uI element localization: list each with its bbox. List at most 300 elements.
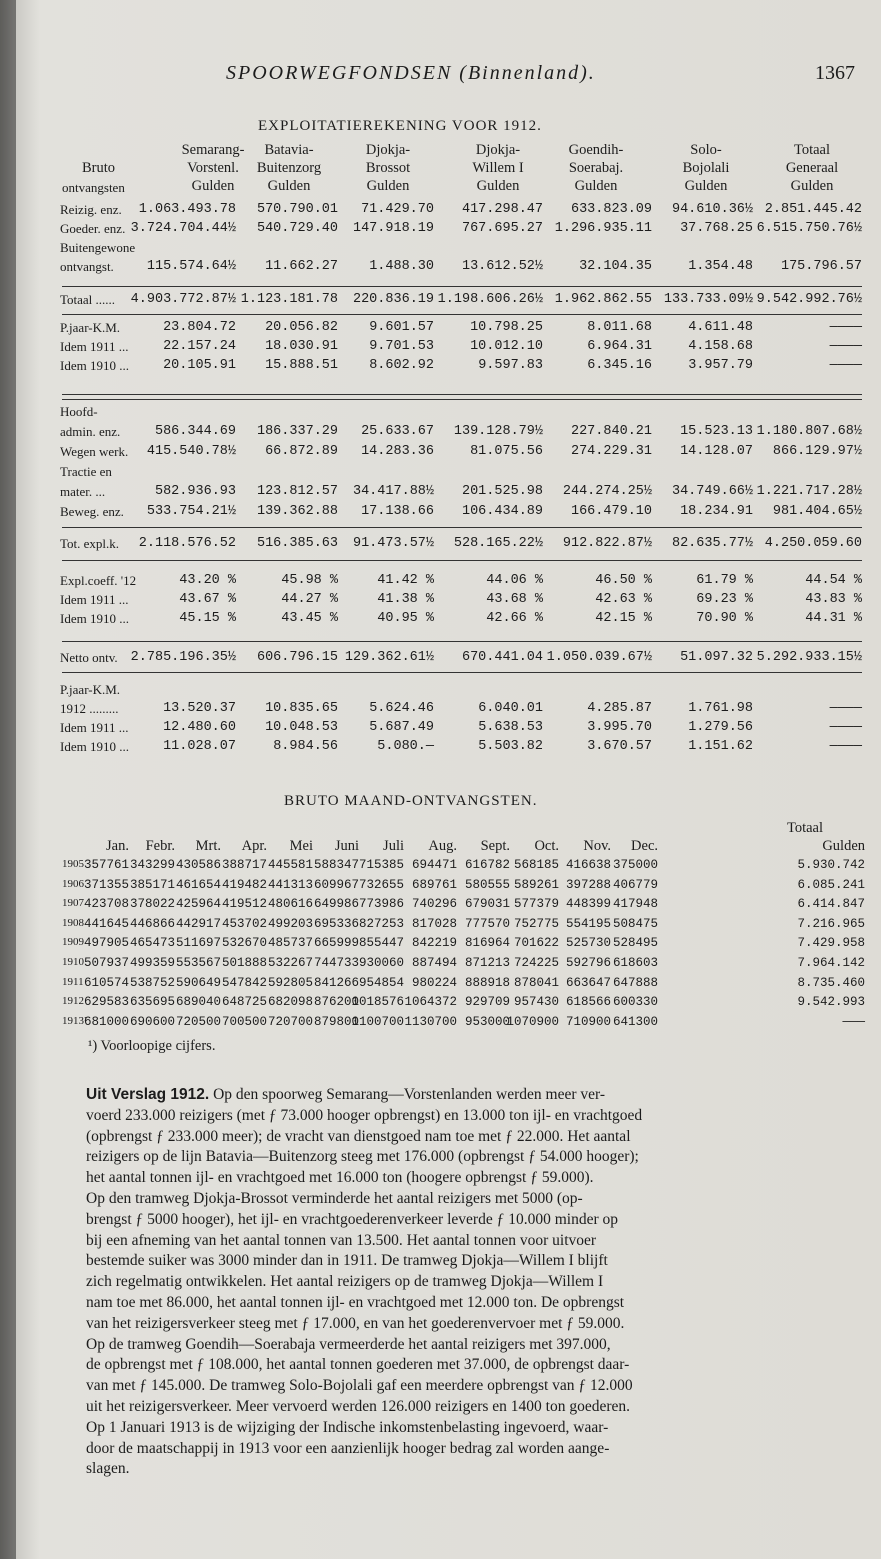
table-cell: 45.15 % — [179, 611, 236, 626]
column-header: Djokja- — [365, 142, 411, 158]
column-header: Batavia- — [264, 142, 314, 158]
table-cell: 15.888.51 — [265, 358, 338, 373]
table-cell: 8.011.68 — [587, 320, 652, 335]
row-label: Idem 1910 ... — [60, 739, 129, 754]
table-cell: 186.337.29 — [256, 424, 338, 439]
verslag-line: van met ƒ 145.000. De tramweg Solo-Bojolali gaf een meerdere opbrengst van ƒ 12.000 — [86, 1377, 633, 1395]
verslag-line: uit het reizigersverkeer. Meer vervoerd werden 126.000 reizigers en 1400 ton goederen. — [86, 1397, 631, 1415]
column-header: Soerabaj. — [568, 160, 624, 176]
row-label: Beweg. enz. — [60, 504, 124, 519]
table-cell: 274.229.31 — [570, 444, 652, 459]
table-cell: ———— — [829, 339, 862, 354]
page-number: 1367 — [815, 62, 855, 84]
table-cell: 37.768.25 — [680, 221, 753, 236]
monthly-cell: 547842 — [221, 975, 267, 990]
monthly-cell: 448399 — [565, 897, 611, 912]
monthly-cell: 879800 — [313, 1014, 359, 1029]
monthly-cell: 827253 — [358, 916, 404, 931]
row-label: Reizig. enz. — [60, 202, 122, 217]
table-cell: 43.68 % — [486, 592, 543, 607]
table-cell: 43.20 % — [179, 573, 236, 588]
verslag-line: brengst ƒ 5000 hooger), het ijl- en vrachtgoederenverkeer leverde ƒ 10.000 minder op — [86, 1210, 618, 1228]
monthly-cell: 592805 — [267, 975, 313, 990]
table-title: EXPLOITATIEREKENING VOOR 1912. — [258, 118, 542, 134]
table-cell: 3.724.704.44½ — [130, 221, 236, 236]
row-label: ontvangst. — [60, 259, 114, 274]
table-cell: 1.296.935.11 — [554, 221, 652, 236]
monthly-cell: 618603 — [612, 956, 658, 970]
row-header-bruto: Bruto — [82, 160, 116, 176]
row-header-ontvangsten: ontvangsten — [62, 180, 125, 195]
table-cell: 1.761.98 — [688, 701, 753, 716]
year-label: 1906 — [62, 877, 84, 890]
monthly-cell: 610574 — [83, 975, 129, 990]
table-cell: 9.601.57 — [369, 320, 434, 335]
table-cell: 13.612.52½ — [461, 259, 543, 274]
row-label: Tractie en — [60, 464, 112, 479]
monthly-cell: 817028 — [411, 916, 457, 931]
table-cell: 14.128.07 — [680, 444, 753, 459]
verslag-line-first — [86, 1085, 868, 1106]
table-cell: 43.83 % — [805, 592, 862, 607]
monthly-cell: 871213 — [464, 956, 510, 970]
monthly-cell: 648725 — [221, 995, 267, 1010]
verslag-paragraph — [86, 1085, 868, 1480]
monthly-cell: 876200 — [313, 995, 359, 1010]
month-header: Dec. — [631, 838, 658, 854]
monthly-cell: 423708 — [83, 897, 129, 912]
monthly-cell: 580555 — [464, 877, 510, 892]
monthly-cell: 888918 — [464, 975, 510, 990]
rule-line — [62, 394, 862, 395]
table-cell: 18.030.91 — [265, 339, 338, 354]
monthly-cell: 700500 — [221, 1014, 267, 1029]
table-cell: 6.964.31 — [587, 339, 652, 354]
column-header: Gulden — [476, 178, 520, 194]
table-cell: 61.79 % — [696, 573, 753, 588]
monthly-cell: 430586 — [175, 858, 221, 872]
monthly-cell: 416638 — [565, 858, 611, 872]
table-cell: 115.574.64½ — [146, 259, 236, 274]
table-cell: 44.06 % — [486, 573, 543, 588]
verslag-line: bij een afneming van het aantal tonnen van 13.500. Het aantal tonnen voor uitvoer — [86, 1231, 597, 1249]
monthly-cell: 528495 — [612, 936, 658, 951]
table-cell: 11.662.27 — [265, 259, 338, 274]
monthly-cell: 816964 — [464, 936, 510, 951]
column-header: Gulden — [267, 178, 311, 194]
table-cell: 3.995.70 — [587, 720, 652, 735]
verslag-line: nam toe met 86.000, het aantal tonnen ijl- en vrachtgoed met 12.000 ton. De opbrengst — [86, 1293, 625, 1311]
column-header: Buitenzorg — [256, 160, 322, 176]
table-cell: 201.525.98 — [461, 484, 543, 499]
table-cell: 4.285.87 — [587, 701, 652, 716]
table-cell: 175.796.57 — [780, 259, 862, 274]
table-cell: 44.54 % — [805, 573, 862, 588]
monthly-cell: 1070900 — [506, 1014, 559, 1029]
table-cell: 45.98 % — [281, 573, 338, 588]
table-cell: 139.128.79½ — [453, 424, 543, 439]
monthly-cell: 720500 — [175, 1014, 221, 1029]
monthly-cell: 538752 — [129, 975, 175, 990]
verslag-line: Op 1 Januari 1913 is de wijziging der Indische inkomstenbelasting ingevoerd, waar- — [86, 1418, 609, 1436]
monthly-cell: 480616 — [267, 897, 313, 912]
table-cell: 129.362.61½ — [344, 650, 434, 665]
monthly-cell: 592796 — [565, 956, 611, 970]
monthly-cell: 568185 — [513, 858, 559, 872]
running-header-title: SPOORWEGFONDSEN (Binnenland). — [226, 62, 596, 84]
monthly-cell: 732655 — [358, 877, 404, 892]
monthly-cell: 930060 — [358, 956, 404, 970]
monthly-cell: 406779 — [612, 877, 658, 892]
monthly-cell: 6.414.847 — [797, 897, 865, 912]
monthly-cell: 744733 — [313, 956, 359, 970]
monthly-cell: 635695 — [129, 995, 175, 1010]
monthly-cell: 649986 — [313, 897, 359, 912]
monthly-cell: 724225 — [513, 956, 559, 970]
table-cell: 6.345.16 — [587, 358, 652, 373]
column-header: Vorstenl. — [187, 160, 239, 176]
rule-line — [62, 286, 862, 287]
monthly-cell: 773986 — [358, 897, 404, 912]
monthly-cell: 501888 — [221, 956, 267, 970]
rule-line — [62, 399, 862, 400]
row-label: mater. ... — [60, 484, 106, 499]
monthly-cell: 681000 — [83, 1014, 129, 1029]
table-cell: 586.344.69 — [154, 424, 236, 439]
monthly-cell: 397288 — [565, 877, 611, 892]
table-cell: 633.823.09 — [570, 202, 652, 217]
monthly-cell: 954854 — [358, 975, 404, 990]
table-cell: 670.441.04 — [461, 650, 543, 665]
table-cell: 13.520.37 — [163, 701, 236, 716]
monthly-cell: 695336 — [313, 916, 359, 931]
table-cell: 23.804.72 — [163, 320, 236, 335]
table-cell: 1.279.56 — [688, 720, 753, 735]
table-cell: 41.38 % — [377, 592, 434, 607]
table-cell: 133.733.09½ — [663, 292, 753, 307]
table-cell: 540.729.40 — [256, 221, 338, 236]
column-header: Gulden — [574, 178, 618, 194]
year-label: 1913¹ — [62, 1014, 88, 1027]
table-cell: 2.118.576.52 — [138, 536, 236, 551]
table-cell: 3.957.79 — [688, 358, 753, 373]
month-header: Apr. — [241, 838, 267, 854]
monthly-cell: 618566 — [565, 995, 611, 1010]
year-label: 1910 — [62, 956, 84, 968]
table-cell: 8.984.56 — [273, 739, 338, 754]
month-header: Febr. — [145, 838, 175, 854]
monthly-cell: 740296 — [411, 897, 457, 912]
column-header: Brossot — [365, 160, 411, 176]
row-label: Wegen werk. — [60, 444, 129, 459]
table-cell: 71.429.70 — [361, 202, 434, 217]
table-cell: 20.056.82 — [265, 320, 338, 335]
table-cell: 8.602.92 — [369, 358, 434, 373]
monthly-cell: 417948 — [612, 897, 658, 912]
monthly-cell: 641300 — [612, 1014, 658, 1029]
table-cell: 12.480.60 — [163, 720, 236, 735]
monthly-cell: 8.735.460 — [797, 975, 865, 990]
monthly-cell: 1130700 — [404, 1014, 457, 1029]
table-cell: 10.012.10 — [470, 339, 543, 354]
table-cell: 1.488.30 — [369, 259, 434, 274]
monthly-table-title: BRUTO MAAND-ONTVANGSTEN. — [284, 793, 538, 809]
row-label: 1912 ......... — [60, 701, 119, 716]
monthly-cell: 777570 — [464, 916, 510, 931]
monthly-cell: 710900 — [565, 1014, 611, 1029]
monthly-cell: 508475 — [612, 916, 658, 931]
table-cell: ———— — [829, 358, 862, 373]
monthly-cell: 690600 — [129, 1014, 175, 1029]
column-header: Totaal — [793, 142, 831, 158]
table-cell: 18.234.91 — [680, 504, 753, 519]
row-label: P.jaar-K.M. — [60, 682, 121, 697]
table-cell: 417.298.47 — [461, 202, 543, 217]
row-label: Idem 1910 ... — [60, 358, 129, 373]
table-cell: 22.157.24 — [163, 339, 236, 354]
table-cell: 40.95 % — [377, 611, 434, 626]
table-cell: 1.962.862.55 — [554, 292, 652, 307]
table-cell: 106.434.89 — [461, 504, 543, 519]
table-cell: 11.028.07 — [163, 739, 236, 754]
table-cell: 1.354.48 — [688, 259, 753, 274]
monthly-cell: 957430 — [513, 995, 559, 1010]
monthly-cell: 375000 — [612, 858, 658, 872]
monthly-cell: 665999 — [313, 936, 359, 951]
monthly-cell: 929709 — [464, 995, 510, 1010]
row-label: Idem 1910 ... — [60, 611, 129, 626]
table-cell: 15.523.13 — [680, 424, 753, 439]
table-cell: 14.283.36 — [361, 444, 434, 459]
column-header: Bojolali — [682, 160, 730, 176]
monthly-cell: 679031 — [464, 897, 510, 912]
table-cell: ———— — [829, 320, 862, 335]
table-cell: 4.611.48 — [688, 320, 753, 335]
monthly-cell: 461654 — [175, 877, 221, 892]
month-header: Nov. — [583, 838, 611, 854]
column-header: Djokja- — [475, 142, 521, 158]
monthly-cell: 446866 — [129, 916, 175, 931]
monthly-cell: 589261 — [513, 877, 559, 892]
monthly-cell: 7.216.965 — [797, 916, 865, 931]
table-cell: 32.104.35 — [579, 259, 652, 274]
table-cell: 415.540.78½ — [146, 444, 236, 459]
verslag-line: slagen. — [86, 1460, 130, 1478]
table-cell: 3.670.57 — [587, 739, 652, 754]
monthly-cell: 441645 — [83, 916, 129, 931]
table-cell: 767.695.27 — [461, 221, 543, 236]
monthly-cell: 453702 — [221, 916, 267, 931]
table-cell: 9.597.83 — [478, 358, 543, 373]
monthly-cell: 419512 — [221, 897, 267, 912]
verslag-lead: Uit Verslag 1912. — [86, 1086, 210, 1103]
monthly-cell: 980224 — [411, 975, 457, 990]
monthly-cell: 388717 — [221, 858, 267, 872]
table-cell: 5.624.46 — [369, 701, 434, 716]
monthly-cell: 441313 — [267, 877, 313, 892]
monthly-cell: 485737 — [267, 936, 313, 951]
monthly-cell: 629583 — [83, 995, 129, 1010]
monthly-cell: 5.930.742 — [797, 858, 865, 872]
monthly-totaal-header: Totaal — [787, 820, 824, 836]
column-header: Gulden — [366, 178, 410, 194]
row-label: admin. enz. — [60, 424, 121, 439]
monthly-cell: 442917 — [175, 916, 221, 931]
table-cell: 42.15 % — [595, 611, 652, 626]
monthly-cell: 878041 — [513, 975, 559, 990]
table-cell: 42.63 % — [595, 592, 652, 607]
table-cell: ———— — [829, 701, 862, 716]
monthly-cell: 507937 — [83, 956, 129, 970]
rule-line — [62, 314, 862, 315]
monthly-cell: 689761 — [411, 877, 457, 892]
month-header: Juli — [383, 838, 404, 854]
table-cell: 69.23 % — [696, 592, 753, 607]
table-cell: 43.45 % — [281, 611, 338, 626]
monthly-cell: 647888 — [612, 975, 658, 990]
table-cell: 82.635.77½ — [671, 536, 753, 551]
table-cell: 1.123.181.78 — [240, 292, 338, 307]
column-header: Gulden — [191, 178, 235, 194]
row-label: Totaal ...... — [60, 292, 116, 307]
monthly-cell: 720700 — [267, 1014, 313, 1029]
table-cell: 139.362.88 — [256, 504, 338, 519]
monthly-cell: 887494 — [411, 956, 457, 970]
monthly-cell: 525730 — [565, 936, 611, 951]
monthly-cell: 445581 — [267, 858, 313, 872]
table-cell: 6.515.750.76½ — [756, 221, 862, 236]
month-header: Oct. — [534, 838, 559, 854]
row-label: Goeder. enz. — [60, 221, 126, 236]
row-label: Buitengewone — [60, 240, 136, 255]
table-cell: ———— — [829, 720, 862, 735]
table-cell: 227.840.21 — [570, 424, 652, 439]
month-header: Sept. — [480, 838, 510, 854]
column-header: Solo- — [690, 142, 722, 158]
table-cell: 533.754.21½ — [146, 504, 236, 519]
table-cell: 9.542.992.76½ — [756, 292, 862, 307]
table-cell: 5.292.933.15½ — [756, 650, 862, 665]
table-cell: 4.250.059.60 — [764, 536, 862, 551]
rule-line — [62, 560, 862, 561]
monthly-cell: ——— — [842, 1014, 865, 1029]
table-cell: 46.50 % — [595, 573, 652, 588]
monthly-cell: 715385 — [358, 858, 404, 872]
row-label: Tot. expl.k. — [60, 536, 120, 551]
table-cell: 42.66 % — [486, 611, 543, 626]
year-label: 1909 — [62, 936, 84, 949]
monthly-cell: 497905 — [83, 936, 129, 951]
monthly-cell: 7.964.142 — [797, 956, 865, 970]
month-header: Aug. — [428, 838, 457, 854]
table-cell: 10.048.53 — [265, 720, 338, 735]
table-cell: 5.503.82 — [478, 739, 543, 754]
table-cell: 2.785.196.35½ — [130, 650, 236, 665]
row-label: Idem 1911 ... — [60, 592, 129, 607]
verslag-line: voerd 233.000 reizigers (met ƒ 73.000 hooger opbrengst) en 13.000 ton ijl- en vrachtgoed — [86, 1106, 643, 1124]
table-cell: 44.31 % — [805, 611, 862, 626]
year-label: 1908 — [62, 916, 84, 929]
monthly-cell: 600330 — [612, 995, 658, 1010]
monthly-cell: 1100700 — [351, 1014, 404, 1029]
table-cell: 10.798.25 — [470, 320, 543, 335]
row-label: Hoofd- — [60, 404, 98, 419]
table-cell: 1.180.807.68½ — [756, 424, 862, 439]
monthly-cell: 663647 — [565, 975, 611, 990]
monthly-cell: 553567 — [175, 956, 221, 970]
monthly-cell: 701622 — [513, 936, 559, 951]
table-cell: 147.918.19 — [352, 221, 434, 236]
row-label: Idem 1911 ... — [60, 339, 129, 354]
verslag-line: Op den tramweg Djokja-Brossot verminderde het aantal reizigers met 5000 (op- — [86, 1189, 583, 1207]
monthly-cell: 499359 — [129, 956, 175, 970]
row-label: Idem 1911 ... — [60, 720, 129, 735]
monthly-cell: 532670 — [221, 936, 267, 951]
table-cell: 912.822.87½ — [562, 536, 652, 551]
month-header: Gulden — [822, 838, 865, 854]
table-cell: 528.165.22½ — [453, 536, 543, 551]
monthly-cell: 689040 — [175, 995, 221, 1010]
verslag-line: door de maatschappij in 1913 voor een aanzienlijk hooger bedrag zal worden aange- — [86, 1439, 610, 1457]
table-cell: 17.138.66 — [361, 504, 434, 519]
monthly-cell: 588347 — [313, 858, 359, 872]
monthly-cell: 6.085.241 — [797, 877, 865, 892]
rule-line — [62, 527, 862, 528]
rule-line — [62, 672, 862, 673]
month-header: Jan. — [106, 838, 129, 854]
verslag-line: (opbrengst ƒ 233.000 meer); de vracht van dienstgoed nam toe met ƒ 22.000. Het aantal — [86, 1127, 631, 1145]
table-cell: 41.42 % — [377, 573, 434, 588]
monthly-cell: 499203 — [267, 916, 313, 931]
monthly-cell: 577379 — [513, 897, 559, 912]
verslag-line: het aantal tonnen ijl- en vrachtgoed met 16.000 ton (hoogere opbrengst ƒ 59.000). — [86, 1169, 594, 1187]
table-cell: 70.90 % — [696, 611, 753, 626]
table-cell: 1.221.717.28½ — [756, 484, 862, 499]
monthly-cell: 378022 — [129, 897, 175, 912]
monthly-cell: 953000 — [464, 1014, 510, 1029]
footnote: ¹) Voorloopige cijfers. — [88, 1038, 216, 1054]
table-cell: 10.835.65 — [265, 701, 338, 716]
verslag-line: van het reizigersverkeer steeg met ƒ 17.000, en van het goederenvervoer met ƒ 59.000. — [86, 1314, 625, 1332]
monthly-cell: 842219 — [411, 936, 457, 951]
monthly-cell: 590649 — [175, 975, 221, 990]
monthly-cell: 357761 — [83, 858, 129, 872]
table-cell: 1.063.493.78 — [138, 202, 236, 217]
table-cell: 9.701.53 — [369, 339, 434, 354]
table-cell: 244.274.25½ — [562, 484, 652, 499]
verslag-line: zich regelmatig ontwikkelen. Het aantal reizigers op de tramweg Djokja—Willem I — [86, 1273, 604, 1291]
monthly-cell: 511697 — [175, 936, 221, 951]
year-label: 1912 — [62, 995, 84, 1008]
table-cell: 20.105.91 — [163, 358, 236, 373]
monthly-cell: 425964 — [175, 897, 221, 912]
monthly-cell: 554195 — [565, 916, 611, 931]
year-label: 1907 — [62, 897, 84, 910]
monthly-cell: 371355 — [83, 877, 129, 892]
row-label: P.jaar-K.M. — [60, 320, 121, 335]
monthly-cell: 7.429.958 — [797, 936, 865, 951]
rule-line — [62, 641, 862, 642]
year-label: 1905 — [62, 858, 84, 870]
monthly-cell: 609967 — [313, 877, 359, 892]
table-cell: 44.27 % — [281, 592, 338, 607]
monthly-cell: 682098 — [267, 995, 313, 1010]
month-header: Mei — [289, 838, 313, 854]
table-cell: 582.936.93 — [154, 484, 236, 499]
monthly-cell: 694471 — [411, 858, 457, 872]
table-cell: 4.158.68 — [688, 339, 753, 354]
monthly-cell: 385171 — [129, 877, 175, 892]
